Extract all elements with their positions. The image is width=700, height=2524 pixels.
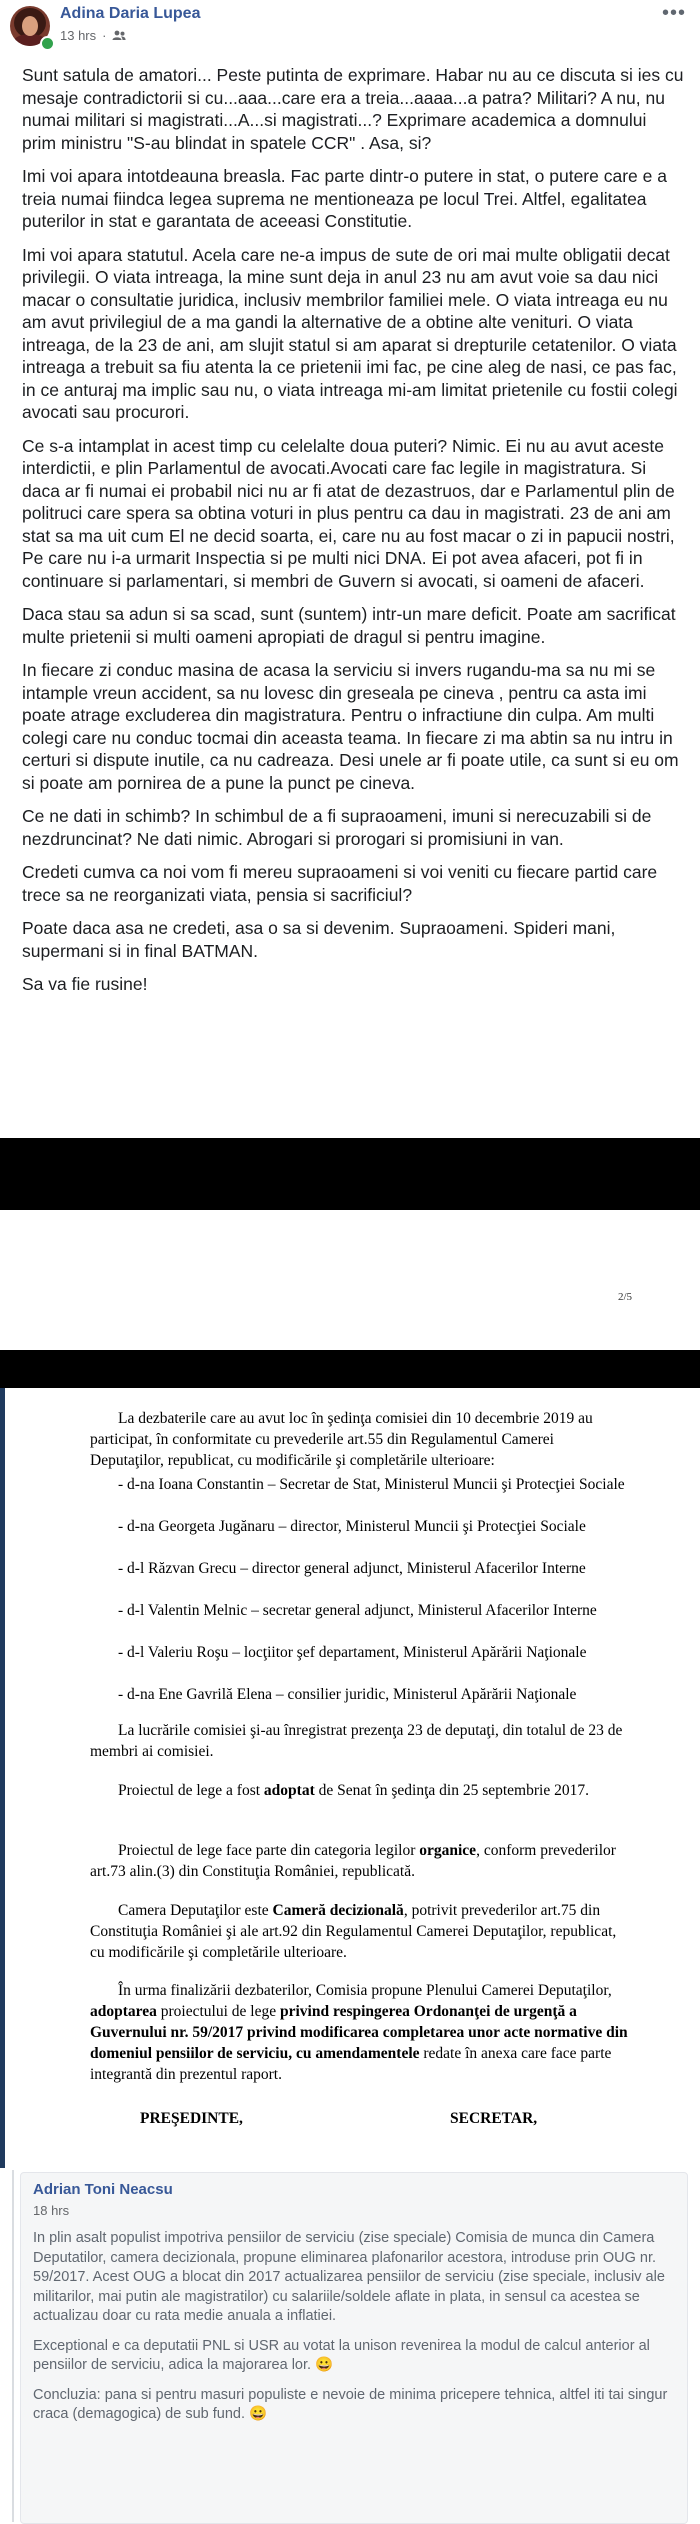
post-paragraph: Imi voi apara statutul. Acela care ne-a impus de sute de ori mai multe obligatii decat privilegii. O viata intreaga, la mine sunt deja in anul 23 nu am avut voie sa dau nici macar o consultatie juridica, inclusiv membrilor familiei mele. O viata intreaga eu nu am avut privilegiul de a ma gandi la alternative de a obtine alte venituri. O viata intreaga, de la 23 de ani, am slujit statul si am aparat si drepturile cetatenilor. O viata intreaga a trebuit sa fiu atenta la ce prietenii imi fac, pe cine aleg de nasi, ce pas fac, in ce anturaj ma implic sau nu, o viata intreaga mi-am limitat prietenile cu fostii colegi avocati sau procurori.	[22, 244, 678, 422]
doc-conclusion-text: În urma finalizării dezbaterilor, Comisia propune Plenului Camerei Deputaţilor,	[118, 1982, 612, 1999]
comment-paragraph: Concluzia: pana si pentru masuri populiste e nevoie de minima pricepere tehnica, altfel iti tai singur craca (demagogica) de sub fund. 😀	[33, 2386, 668, 2422]
doc-adoption-bold: adoptat	[263, 1782, 315, 1799]
doc-chamber-bold: Cameră decizională	[272, 1902, 404, 1919]
post-paragraph: Poate daca asa ne credeti, asa o sa si devenim. Supraoameni. Spideri mani, supermani si in final BATMAN.	[22, 918, 616, 961]
post-paragraph: Ce s-a intamplat in acest timp cu celelalte doua puteri? Nimic. Ei nu au avut aceste interdictii, e plin Parlamentul de avocati.Avocati care fac legile in magistratura. Si daca ar fi numai ei probabil nici nu ar fi atat de dezastruos, dar e Parlamentul plin de politruci care spera sa obtina voturi in plus pentru ca dau in magistrati. 23 de ani am stat sa ma uit cum El ne decid soarta, ei, care nu au fost macar o zi in papucii nostri, Pe care nu i-a urmarit Inspectia si pe multi nici DNA. Ei pot avea afaceri, pot fi in continuare si parlamentari, si membri de Guvern si avocati, si oameni de afaceri.	[22, 435, 675, 591]
comment-thread-line	[12, 2170, 14, 2522]
doc-category	[90, 1840, 630, 1882]
doc-participant: - d-l Valentin Melnic – secretar general adjunct, Ministerul Afacerilor Interne	[118, 1602, 597, 1619]
doc-chamber-text: Camera Deputaţilor este	[118, 1902, 273, 1919]
post-time[interactable]: 13 hrs	[60, 28, 97, 43]
page-number: 2/5	[618, 1291, 633, 1303]
doc-participant: - d-l Valeriu Roşu – locţiitor şef departament, Ministerul Apărării Naţionale	[118, 1644, 587, 1661]
doc-adoption-text: Proiectul de lege a fost	[118, 1782, 264, 1799]
more-horizontal-icon: •••	[661, 2, 686, 24]
post-paragraph: Imi voi apara intotdeauna breasla. Fac parte dintr-o putere in stat, o putere care e a treia numai fiindca legea suprema ne mentioneaza pe locul Trei. Altfel, egalitatea puterilor in stat e garantata de aceeasi Constitutie.	[22, 166, 667, 231]
doc-intro: La dezbaterile care au avut loc în şedinţa comisiei din 10 decembrie 2019 au participat, în conformitate cu prevederile art.55 din Regulamentul Camerei Deputaţilor, republicat, cu modificările şi completările ulterioare:	[90, 1410, 593, 1469]
post-paragraph: Sa va fie rusine!	[22, 974, 148, 994]
post-paragraph: Credeti cumva ca noi vom fi mereu supraoameni si voi veniti cu fiecare partid care trece sa ne reorganizati viata, pensia si sacrificiul?	[22, 862, 658, 905]
comment-paragraph: Exceptional e ca deputatii PNL si USR au votat la unison revenirea la modul de calcul anterior al pensiilor de serviciu, adica la majorarea lor. 😀	[33, 2337, 650, 2373]
doc-participant: - d-na Georgeta Jugănaru – director, Ministerul Muncii şi Protecţiei Sociale	[118, 1518, 586, 1535]
post-meta	[60, 28, 126, 43]
post-paragraph: Ce ne dati in schimb? In schimbul de a fi supraoameni, imuni si nerecuzabili si de nezdruncinat? Ne dati nimic. Abrogari si prorogari si promisiuni in van.	[22, 806, 652, 849]
doc-conclusion-text-2: proiectului de lege	[156, 2003, 280, 2020]
doc-chamber	[90, 1900, 630, 1963]
comment-paragraph: In plin asalt populist impotriva pensiilor de serviciu (zise speciale) Comisia de munca din Camera Deputatilor, camera decizionala, propune eliminarea plafonarilor acestora, introduse prin OUG nr. 59/2017. Acest OUG a blocat din 2017 actualizarea pensiilor de serviciu (zise speciale, inclusiv ale militarilor, mai putin ale magistratilor) cu salariile/soldele aflate in plata, in sensul ca acestea se actualizau doar cu rata medie anuala a inflatiei.	[33, 2230, 665, 2324]
post-paragraph: Sunt satula de amatori... Peste putinta de exprimare. Habar nu au ce discuta si ies cu mesaje contradictorii si cu...aaa...care era a treia...aaaa...a patra? Militari? A nu, nu numai militari si magistrati...A...si magistrati...? Exprimare academica a domnului prim ministru "S-au blindat in spatele CCR" . Asa, si?	[22, 65, 684, 153]
comment-card	[20, 2172, 688, 2524]
doc-conclusion-bold-2: privind respingerea Ordonanţei de urgenţă a Guvernului nr. 59/2017 privind modificarea completarea unor acte normative din domeniul pensiilor de serviciu, cu amendamentele	[90, 2003, 628, 2062]
doc-participant: - d-na Ioana Constantin – Secretar de Stat, Ministerul Muncii şi Protecţiei Sociale	[118, 1476, 625, 1493]
comment	[0, 2170, 700, 2522]
friends-audience-icon[interactable]	[112, 30, 126, 41]
doc-conclusion	[90, 1980, 630, 2085]
doc-attendance: La lucrările comisiei şi-au înregistrat prezenţa 23 de deputaţi, din totalul de 23 de membri ai comisiei.	[90, 1722, 623, 1760]
post-header	[0, 0, 700, 64]
image-black-band-top	[0, 1138, 700, 1210]
doc-adoption-text-2: de Senat în şedinţa din 25 septembrie 2017.	[314, 1782, 589, 1799]
comment-body	[33, 2229, 673, 2435]
doc-category-text: Proiectul de lege face parte din categoria legilor	[118, 1842, 420, 1859]
more-options-button[interactable]	[662, 2, 686, 25]
document-page-end	[0, 1210, 700, 1350]
document-left-edge	[0, 1388, 5, 2168]
online-status-dot	[40, 36, 55, 51]
doc-signature-president: PREŞEDINTE,	[140, 2110, 243, 2127]
avatar-face	[22, 16, 38, 36]
doc-chamber-text-2: , potrivit prevederilor art.75 din Constituţia României şi ale art.92 din Regulamentul Camerei Deputaţilor, republicat, cu modificările şi completările ulterioare.	[90, 1902, 617, 1961]
post-author[interactable]: Adina Daria Lupea	[60, 5, 201, 22]
image-black-band-middle	[0, 1350, 700, 1388]
comment-time[interactable]: 18 hrs	[33, 2203, 70, 2218]
doc-participant: - d-l Răzvan Grecu – director general adjunct, Ministerul Afacerilor Interne	[118, 1560, 586, 1577]
attached-document-image[interactable]	[0, 1388, 700, 2168]
post-body	[22, 64, 684, 1007]
doc-adoption	[90, 1780, 630, 1801]
doc-conclusion-text-3: redate în anexa care face parte integrantă din prezentul raport.	[90, 2045, 612, 2083]
post-paragraph: Daca stau sa adun si sa scad, sunt (suntem) intr-un mare deficit. Poate am sacrificat multe prietenii si multi oameni apropiati de dragul si pentru imagine.	[22, 604, 676, 647]
comment-author[interactable]: Adrian Toni Neacsu	[33, 2181, 173, 2198]
doc-conclusion-bold: adoptarea	[90, 2003, 157, 2020]
post-paragraph: In fiecare zi conduc masina de acasa la serviciu si invers rugandu-ma sa nu mi se intample vreun accident, sa nu lovesc din greseala pe cineva , pentru ca asta imi poate atrage excluderea din magistratura. Pentru o infractiune din culpa. Am multi colegi care nu conduc tocmai din aceasta teama. In fiecare zi ma abtin sa nu intru in certuri si dispute inutile, ca nu cadreaza. Desi unele ar fi poate utile, ca sunt si eu om si poate am pornirea de a pune la punct pe cineva.	[22, 660, 679, 793]
doc-category-text-2: , conform prevederilor art.73 alin.(3) din Constituţia României, republicată.	[90, 1842, 616, 1880]
doc-signature-secretary: SECRETAR,	[450, 2110, 538, 2127]
dot-separator: ·	[102, 28, 107, 43]
doc-participant: - d-na Ene Gavrilă Elena – consilier juridic, Ministerul Apărării Naţionale	[118, 1686, 577, 1703]
doc-category-bold: organice	[419, 1842, 477, 1859]
